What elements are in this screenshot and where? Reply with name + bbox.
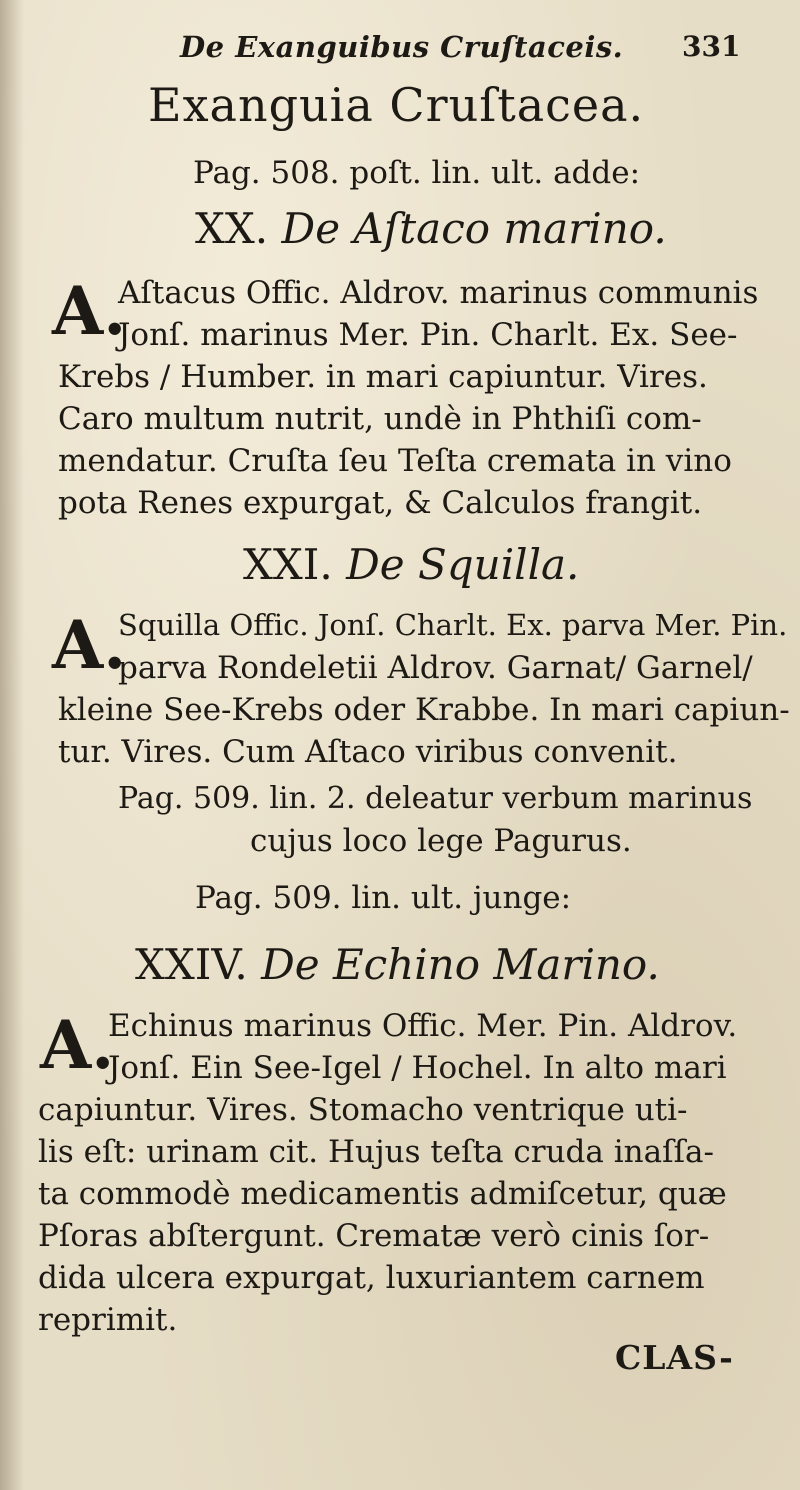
text-line: mendatur. Cruſta ſeu Teſta cremata in vino [58, 443, 732, 479]
editorial-note: Pag. 509. lin. 2. deleatur verbum marinus [118, 781, 753, 816]
drop-cap: A. [52, 272, 127, 350]
text-line: pota Renes expurgat, & Calculos frangit. [58, 485, 703, 521]
text-line: Jonſ. marinus Mer. Pin. Charlt. Ex. See- [118, 317, 738, 353]
text-line: kleine See-Krebs oder Krabbe. In mari capiun- [58, 692, 790, 728]
editorial-note: Pag. 509. lin. ult. junge: [195, 880, 572, 916]
text-line: Aſtacus Offic. Aldrov. marinus communis [118, 275, 759, 311]
text-line: Pſoras abſtergunt. Crematæ verò cinis ſor- [38, 1218, 710, 1254]
text-line: Echinus marinus Offic. Mer. Pin. Aldrov. [108, 1008, 738, 1044]
text-line: reprimit. [38, 1302, 178, 1338]
text-line: Krebs / Humber. in mari capiuntur. Vires. [58, 359, 708, 395]
text-line: parva Rondeletii Aldrov. Garnat/ Garnel/ [118, 650, 753, 686]
page-number: 331 [682, 30, 741, 63]
section-title-xxiv [135, 940, 660, 989]
chapter-heading: Exanguia Cruſtacea. [148, 78, 645, 132]
section-name: De Echino Marino. [261, 940, 660, 989]
section-name: De Aſtaco marino. [281, 204, 667, 253]
text-line: ta commodè medicamentis admiſcetur, quæ [38, 1176, 727, 1212]
text-line: lis eſt: urinam cit. Hujus teſta cruda inaſſa- [38, 1134, 715, 1170]
section-number: XXI. [243, 540, 333, 589]
text-line: Jonſ. Ein See-Igel / Hochel. In alto mari [108, 1050, 727, 1086]
section-number: XX. [195, 204, 269, 253]
running-head: De Exanguibus Cruſtaceis. [180, 30, 624, 64]
section-name: De Squilla. [346, 540, 580, 589]
section-title-xx [195, 204, 667, 253]
catchword: CLAS- [615, 1338, 734, 1377]
editorial-note: cujus loco lege Pagurus. [250, 823, 632, 859]
drop-cap: A. [52, 606, 127, 684]
page-gutter-shadow [0, 0, 24, 1490]
text-line: dida ulcera expurgat, luxuriantem carnem [38, 1260, 705, 1296]
text-line: capiuntur. Vires. Stomacho ventrique uti- [38, 1092, 688, 1128]
text-line: Caro multum nutrit, undè in Phthiſi com- [58, 401, 702, 437]
editorial-note: Pag. 508. poſt. lin. ult. adde: [193, 155, 641, 191]
text-line: tur. Vires. Cum Aſtaco viribus convenit. [58, 734, 678, 770]
drop-cap: A. [40, 1006, 115, 1084]
section-title-xxi [243, 540, 579, 589]
section-number: XXIV. [135, 940, 248, 989]
text-line: Squilla Offic. Jonſ. Charlt. Ex. parva Mer. Pin. [118, 608, 788, 642]
